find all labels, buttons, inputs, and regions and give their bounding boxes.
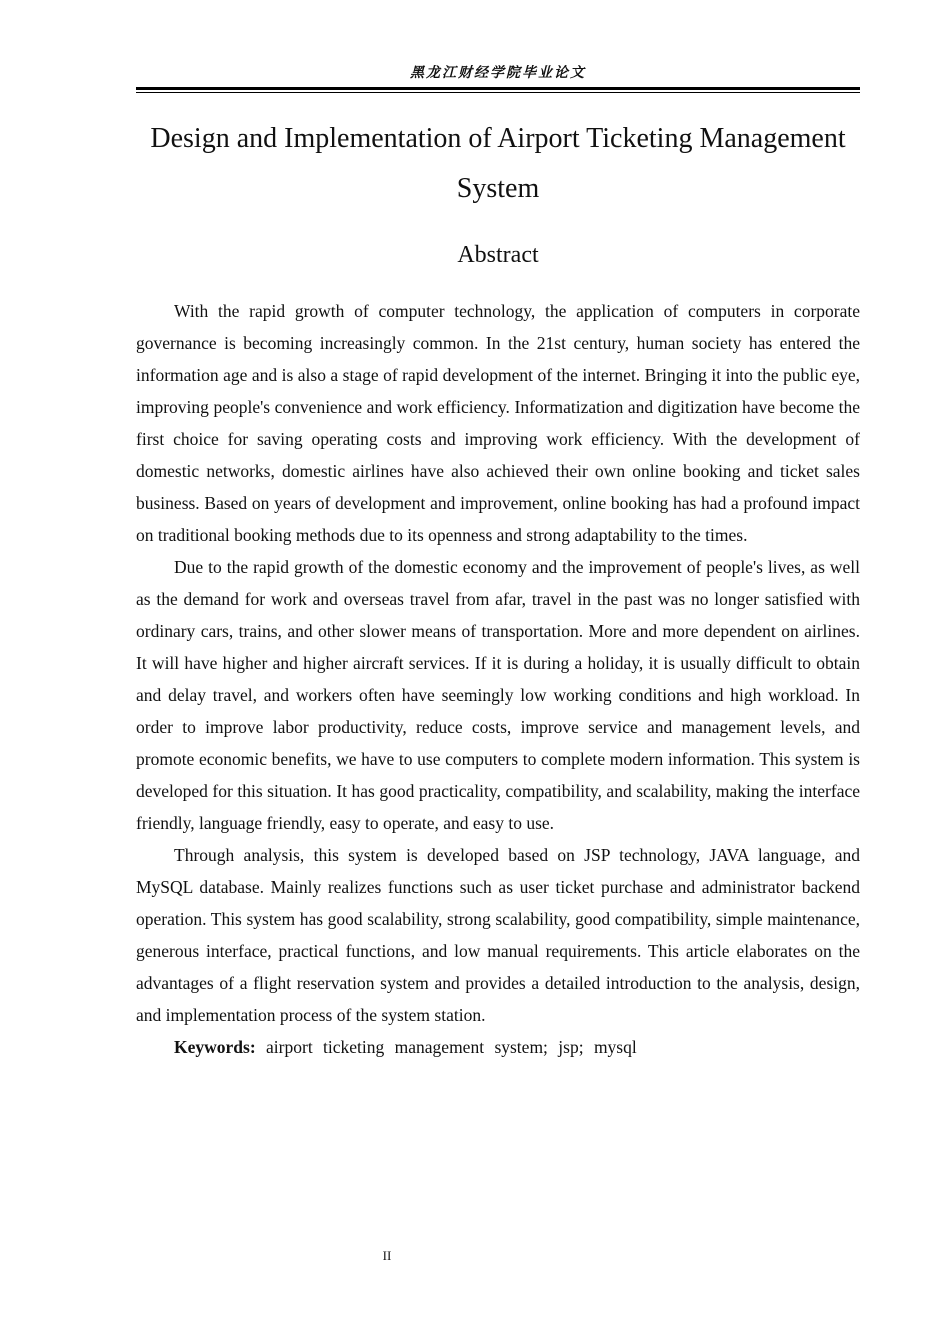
page-number: II [382,1248,392,1263]
abstract-paragraph-3: Through analysis, this system is developed based on JSP technology, JAVA language, and MySQL database. Mainly realizes functions such as user ticket purchase and administrator backend operation. This system has good scalability, strong scalability, good compatibility, simple maintenance, generous interface, practical functions, and low manual requirements. This article elaborates on the advantages of a flight reservation system and provides a detailed introduction to the analysis, design, and implementation process of the system station. [136,845,860,1025]
keywords-text: airport ticketing management system; jsp; mysql [266,1037,637,1057]
keywords-label: Keywords: [174,1037,256,1057]
running-header: 黑龙江财经学院毕业论文 [410,66,586,81]
header-rule-thin [136,92,860,93]
document-title: Design and Implementation of Airport Ticketing Management System [150,123,846,204]
abstract-paragraph-2: Due to the rapid growth of the domestic economy and the improvement of people's lives, as well as the demand for work and overseas travel from afar, travel in the past was no longer satisfied with ordinary cars, trains, and other slower means of transportation. More and more dependent on airlines. It will have higher and higher aircraft services. If it is during a holiday, it is usually difficult to obtain and delay travel, and workers often have seemingly low working conditions and high workload. In order to improve labor productivity, reduce costs, improve service and management levels, and promote economic benefits, we have to use computers to complete modern information. This system is developed for this situation. It has good practicality, compatibility, and scalability, making the interface friendly, language friendly, easy to operate, and easy to use. [136,557,860,833]
keywords-line [136,1031,860,1063]
abstract-body [136,295,860,1063]
abstract-paragraph-1: With the rapid growth of computer technology, the application of computers in corporate governance is becoming increasingly common. In the 21st century, human society has entered the information age and is also a stage of rapid development of the internet. Bringing it into the public eye, improving people's convenience and work efficiency. Informatization and digitization have become the first choice for saving operating costs and improving work efficiency. With the development of domestic networks, domestic airlines have also achieved their own online booking and ticket sales business. Based on years of development and improvement, online booking has had a profound impact on traditional booking methods due to its openness and strong adaptability to the times. [136,301,860,545]
abstract-heading: Abstract [457,242,539,268]
header-rule-thick [136,87,860,90]
